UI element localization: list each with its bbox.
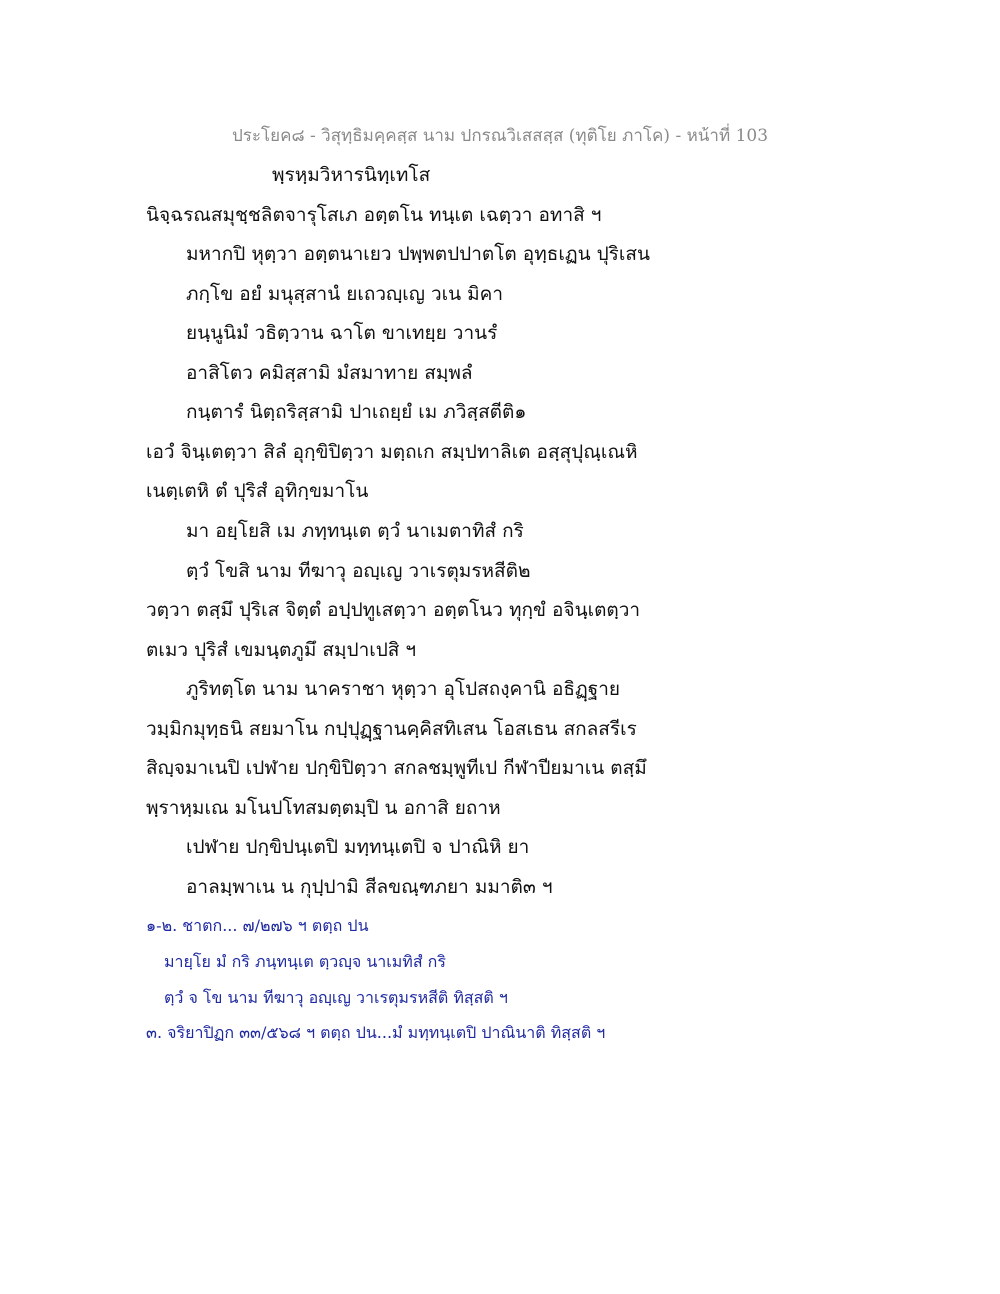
section-title: พฺรหฺมวิหารนิทฺเทโส <box>272 164 431 186</box>
verse-line: กนฺตารํ นิตฺถริสฺสามิ ปาเถยฺยํ เม ภวิสฺสตีติ๑ <box>186 401 527 423</box>
footnote: มายฺโย มํ กริ ภนฺทนฺเต ตฺวญฺจ นาเมทิสํ กริ <box>164 952 446 971</box>
text-line: พฺราหฺมเณ มโนปโทสมตฺตมฺปิ น อกาสิ ยถาห <box>146 797 501 819</box>
text-line: วมฺมิกมุทฺธนิ สยมาโน กปฺปุฏฺฐานคฺคิสทิเสน โอสเธน สกลสรีเร <box>146 718 637 740</box>
verse-line: อาลมฺพาเน น กุปฺปามิ สีลขณฺฑภยา มมาติ๓ ฯ <box>186 876 553 898</box>
footnote: ๓. จริยาปิฏก ๓๓/๕๖๘ ฯ ตตฺถ ปน...มํ มทฺทนฺเตปิ ปาณินาติ ทิสฺสติ ฯ <box>146 1023 606 1042</box>
text-line: เอวํ จินฺเตตฺวา สิลํ อุกฺขิปิตฺวา มตฺถเก สมฺปทาลิเต อสฺสุปุณฺเณหิ <box>146 441 638 463</box>
verse-line: มา อยฺโยสิ เม ภทฺทนฺเต ตฺวํ นาเมตาทิสํ กริ <box>186 520 524 542</box>
text-line: สิญฺจมาเนปิ เปฬาย ปกฺขิปิตฺวา สกลชมฺพูทีเป กีฬาปียมาเน ตสฺมึ <box>146 757 647 779</box>
text-line: วตฺวา ตสฺมึ ปุริเส จิตฺตํ อปฺปทูเสตฺวา อตฺตโนว ทุกฺขํ อจินฺเตตฺวา <box>146 599 641 621</box>
verse-line: ยนฺนูนิมํ วธิตฺวาน ฉาโต ขาเทยฺย วานรํ <box>186 322 498 344</box>
page-header: ประโยค๘ - วิสุทฺธิมคฺคสฺส นาม ปกรณวิเสสสฺส (ทุติโย ภาโค) - หน้าที่ 103 <box>231 126 769 146</box>
text-line: มหากปิ หุตฺวา อตฺตนาเยว ปพฺพตปปาตโต อุทฺธเฏน ปุริเสน <box>186 243 650 265</box>
verse-line: ภกฺโข อยํ มนุสฺสานํ ยเถวญฺเญ วเน มิคา <box>186 283 504 305</box>
footnote: ตฺวํ จ โข นาม ทีฆาวุ อญฺเญ วาเรตุมรหสีติ ทิสฺสติ ฯ <box>164 988 508 1007</box>
text-line: ภูริทตฺโต นาม นาคราชา หุตฺวา อุโปสถงฺคานิ อธิฏฺฐาย <box>186 678 620 700</box>
text-line: เนตฺเตหิ ตํ ปุริสํ อุทิกฺขมาโน <box>146 480 369 502</box>
text-line: ตเมว ปุริสํ เขมนฺตภูมึ สมฺปาเปสิ ฯ <box>146 639 417 661</box>
footnote: ๑-๒. ชาตก... ๗/๒๗๖ ฯ ตตฺถ ปน <box>146 916 369 935</box>
text-line: นิจฺฉรณสมุชฺชลิตจารุโสเภ อตฺตโน ทนฺเต เฉตฺวา อทาสิ ฯ <box>146 204 602 226</box>
verse-line: เปฬาย ปกฺขิปนฺเตปิ มทฺทนฺเตปิ จ ปาณิหิ ยา <box>186 836 530 858</box>
verse-line: อาสิโตว คมิสฺสามิ มํสมาทาย สมฺพลํ <box>186 362 473 384</box>
verse-line: ตฺวํ โขสิ นาม ทีฆาวุ อญฺเญ วาเรตุมรหสีติ๒ <box>186 560 531 582</box>
